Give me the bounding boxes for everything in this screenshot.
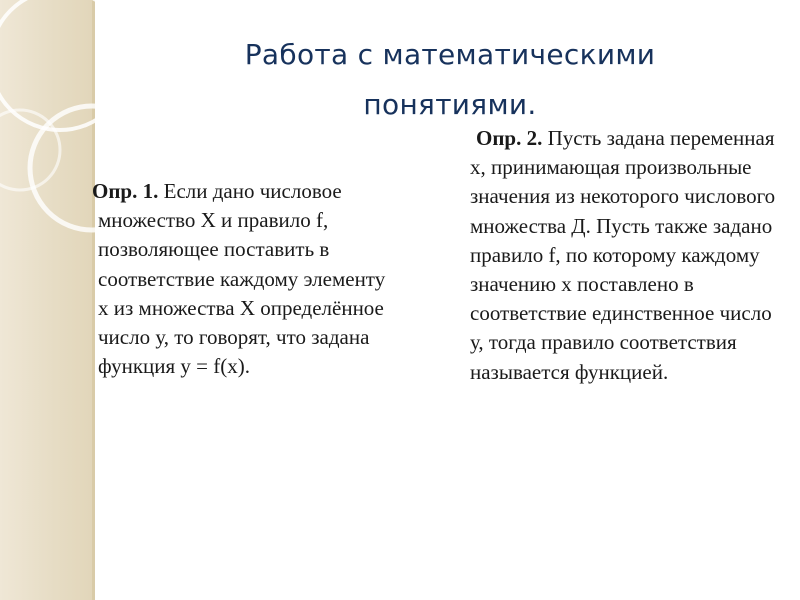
definition-1-text: Если дано числовое множество Х и правило f, позволяющее поставить в соответствие каждому элементу х из множества Х определённое число у, то говорят, что задана функция у = f(x). xyxy=(98,179,386,379)
slide-title-line-1: Работа с математическими xyxy=(244,38,656,71)
definition-2-label: Опр. 2. xyxy=(476,126,543,150)
definition-2-text: Пусть задана переменная х, принимающая произвольные значения из некоторого числового множества Д. Пусть также задано правило f, по которому каждому значению х поставлено в соответствие единственное число у, тогда правило соответствия называется функцией. xyxy=(470,126,776,384)
definition-2 xyxy=(470,124,780,387)
definition-1-label: Опр. 1. xyxy=(92,179,159,203)
slide-title xyxy=(150,30,750,130)
slide-title-line-2: понятиями. xyxy=(363,88,537,121)
definition-1 xyxy=(92,177,398,381)
